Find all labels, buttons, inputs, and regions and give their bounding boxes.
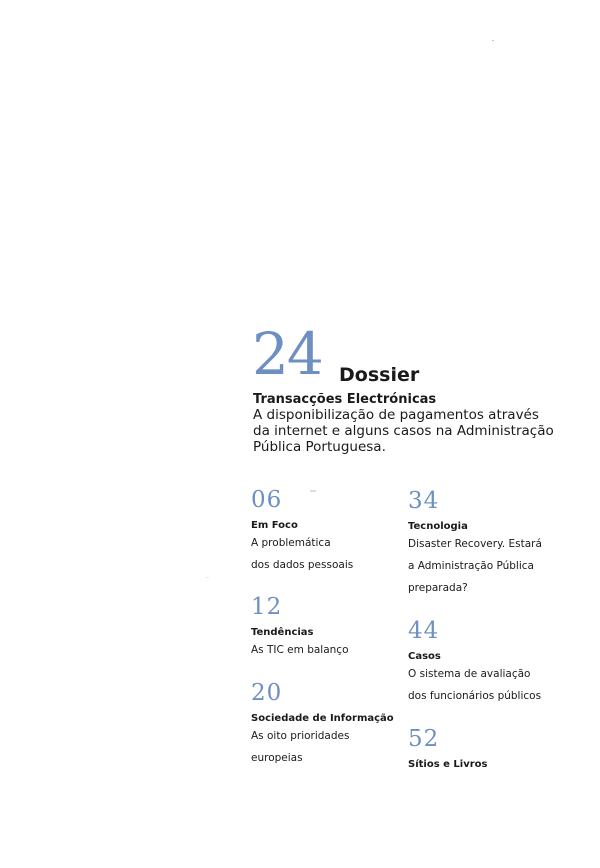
toc-entry-description [251,725,394,769]
dossier-description-line: Pública Portuguesa. [253,439,386,455]
scan-speck [206,577,209,578]
dossier-description [253,407,553,455]
toc-entry-title: Tecnologia [408,521,468,532]
scan-speck [492,40,494,41]
toc-entry-line: As oito prioridades [251,730,350,742]
toc-entry-description [251,639,349,661]
dossier-page-number: 24 [252,320,322,388]
toc-entry-title: Sociedade de Informação [251,713,394,724]
dossier-description-line: da internet e alguns casos na Administração [253,423,554,439]
toc-entry-line: dos dados pessoais [251,559,354,571]
toc-page-number: 12 [251,594,283,620]
toc-entry-line: preparada? [408,582,468,594]
toc-entry-title: Em Foco [251,520,298,531]
toc-page-number: 34 [408,488,440,514]
toc-page-number: 06 [251,487,283,513]
toc-entry-line: A problemática [251,537,331,549]
toc-entry-description [408,533,542,599]
dossier-title: Transacções Electrónicas [253,392,437,407]
toc-entry-tendencias[interactable] [251,596,349,661]
toc-entry-line: O sistema de avaliação [408,668,531,680]
toc-page-number: 52 [408,726,440,752]
toc-entry-sitios-e-livros[interactable] [408,728,487,770]
toc-entry-description [408,663,541,707]
dossier-label: Dossier [339,364,420,386]
toc-page-number: 44 [408,618,440,644]
toc-entry-line: dos funcionários públicos [408,690,542,702]
toc-entry-line: a Administração Pública [408,560,534,572]
toc-entry-description [251,532,353,576]
dossier-description-line: A disponibilização de pagamentos através [253,407,539,423]
toc-entry-line: As TIC em balanço [251,644,349,656]
toc-page-number: 20 [251,680,283,706]
toc-entry-em-foco[interactable] [251,489,353,576]
toc-entry-line: europeias [251,752,303,764]
toc-entry-title: Tendências [251,627,314,638]
toc-entry-title: Casos [408,651,441,662]
toc-entry-title: Sítios e Livros [408,759,488,770]
toc-entry-tecnologia[interactable] [408,490,542,599]
toc-entry-casos[interactable] [408,620,541,707]
toc-entry-sociedade-de-informacao[interactable] [251,682,394,769]
toc-entry-line: Disaster Recovery. Estará [408,538,542,550]
